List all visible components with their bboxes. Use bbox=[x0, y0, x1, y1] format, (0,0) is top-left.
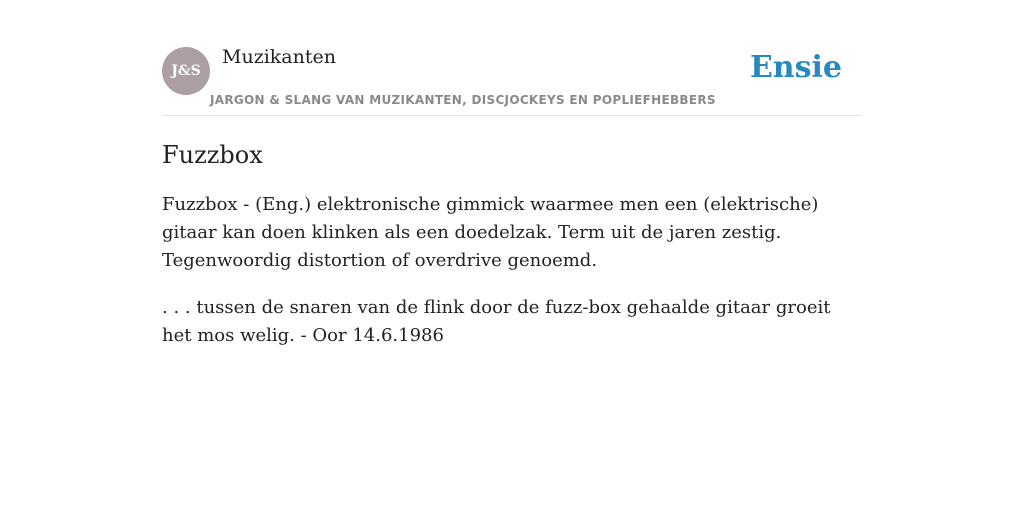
dictionary-subtitle: JARGON & SLANG VAN MUZIKANTEN, DISCJOCKEYS EN POPLIEFHEBBERS bbox=[210, 93, 716, 107]
dictionary-header bbox=[162, 40, 862, 116]
entry-title: Fuzzbox bbox=[162, 141, 263, 169]
entry-quote: . . . tussen de snaren van de flink door de fuzz-box gehaalde gitaar groeit het mos welig. - Oor 14.6.1986 bbox=[162, 297, 831, 346]
dictionary-avatar[interactable]: J&S bbox=[162, 47, 210, 95]
entry-card bbox=[162, 40, 862, 350]
ensie-logo-link[interactable]: Ensie bbox=[749, 50, 842, 85]
dictionary-title-link[interactable]: Muzikanten bbox=[222, 46, 336, 68]
entry-definition: Fuzzbox - (Eng.) elektronische gimmick waarmee men een (elektrische) gitaar kan doen klinken als een doedelzak. Term uit de jaren zestig. Tegenwoordig distortion of overdrive genoemd. bbox=[162, 194, 819, 271]
